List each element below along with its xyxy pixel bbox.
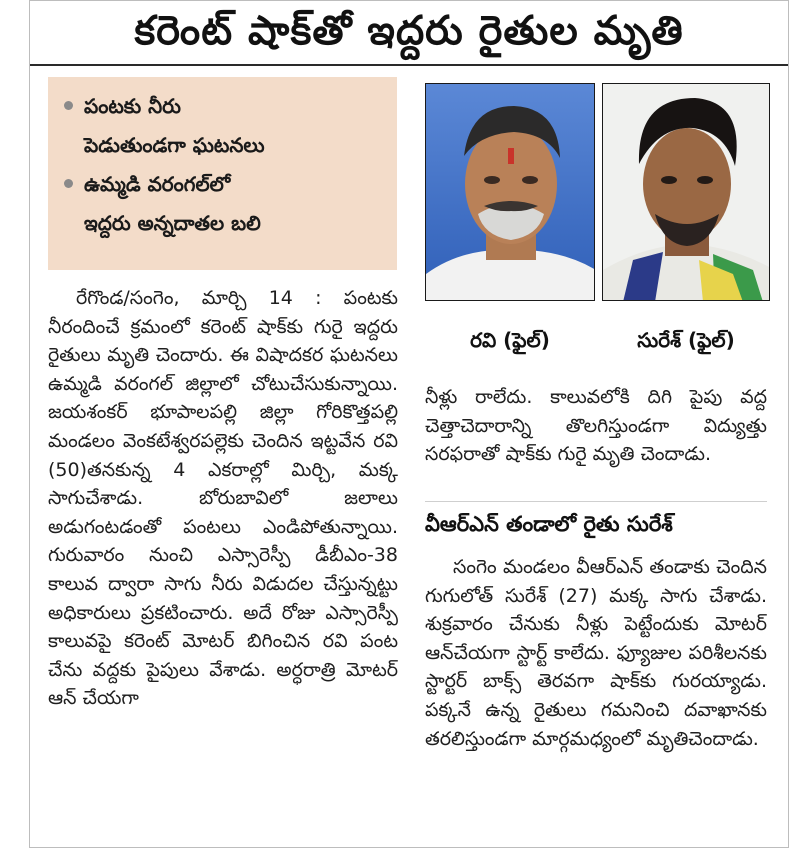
body-text-left: రేగొండ/సంగెం, మార్చి 14 : పంటకు నీరందించే క్రమంలో కరెంట్ షాక్‌కు గురై ఇద్దరు రైతులు మృతి చెందారు. ఈ విషాదకర ఘటనలు ఉమ్మడి వరంగల్ జిల్లాలో చోటుచేసుకున్నాయి. జయశంకర్ భూపాలపల్లి జిల్లా గోరికొత్తపల్లి మండలం వెంకటేశ్వరపల్లెకు చెందిన ఇట్టవేన రవి (50)తనకున్న 4 ఎకరాల్లో మిర్చి, మక్క సాగుచేశాడు. బోరుబావిలో జలాలు అడుగంటడంతో పంటలు ఎండిపోతున్నాయి. గురువారం నుంచి ఎస్సారెస్పీ డీబీఎం-38 కాలువ ద్వారా సాగు నీరు విడుదల చేస్తున్నట్టు అధికారులు ప్రకటించారు. అదే రోజు ఎస్సారెస్పీ కాలువపై కరెంట్ మోటర్ బిగించిన రవి పంట చేను వద్దకు పైపులు వేశాడు. అర్ధరాత్రి మోటర్ ఆన్ చేయగా <box>48 287 398 710</box>
highlight-line: ఉమ్మడి వరంగల్‌లో <box>84 172 231 196</box>
subhead-divider <box>425 501 767 502</box>
body-text-right-top: నీళ్లు రాలేదు. కాలువలోకి దిగి పైపు వద్ద చెత్తాచెదారాన్ని తొలగిస్తుండగా విద్యుత్తు సరఫరాతో షాక్‌కు గురై మృతి చెందాడు. <box>425 386 767 466</box>
bullet-icon <box>64 101 73 110</box>
photo-ravi <box>425 83 595 301</box>
portrait-suresh-image <box>603 84 770 301</box>
highlight-item <box>60 87 387 165</box>
headline: కరెంట్ షాక్‌తో ఇద్దరు రైతుల మృతి <box>134 8 684 54</box>
highlights-box <box>48 77 397 270</box>
bullet-icon <box>64 179 73 188</box>
photo-caption-ravi: రవి (ఫైల్) <box>470 328 550 352</box>
photo-caption-suresh: సురేశ్ (ఫైల్) <box>637 328 735 352</box>
subheading: వీఆర్ఎన్ తండాలో రైతు సురేశ్ <box>425 512 673 536</box>
portrait-ravi-image <box>426 84 595 301</box>
highlight-line: పంటకు నీరు <box>84 94 181 118</box>
photo-suresh <box>602 83 770 301</box>
highlight-line: పెడుతుండగా ఘటనలు <box>84 133 265 157</box>
headline-rule <box>30 64 788 66</box>
body-text-right-bottom: సంగెం మండలం వీఆర్ఎన్ తండాకు చెందిన గుగులోత్ సురేశ్ (27) మక్క సాగు చేశాడు. శుక్రవారం చేనుకు నీళ్లు పెట్టేందుకు మోటర్ ఆన్‌చేయగా స్టార్ట్ కాలేదు. ఫ్యూజుల పరిశీలనకు స్టార్టర్ బాక్స్ తెరవగా షాక్‌కు గురయ్యాడు. పక్కనే ఉన్న రైతులు గమనించి దవాఖానకు తరలిస్తుండగా మార్గమధ్యంలో మృతిచెందాడు. <box>425 556 767 750</box>
highlight-line: ఇద్దరు అన్నదాతల బలి <box>84 211 261 235</box>
highlight-item <box>60 165 387 243</box>
